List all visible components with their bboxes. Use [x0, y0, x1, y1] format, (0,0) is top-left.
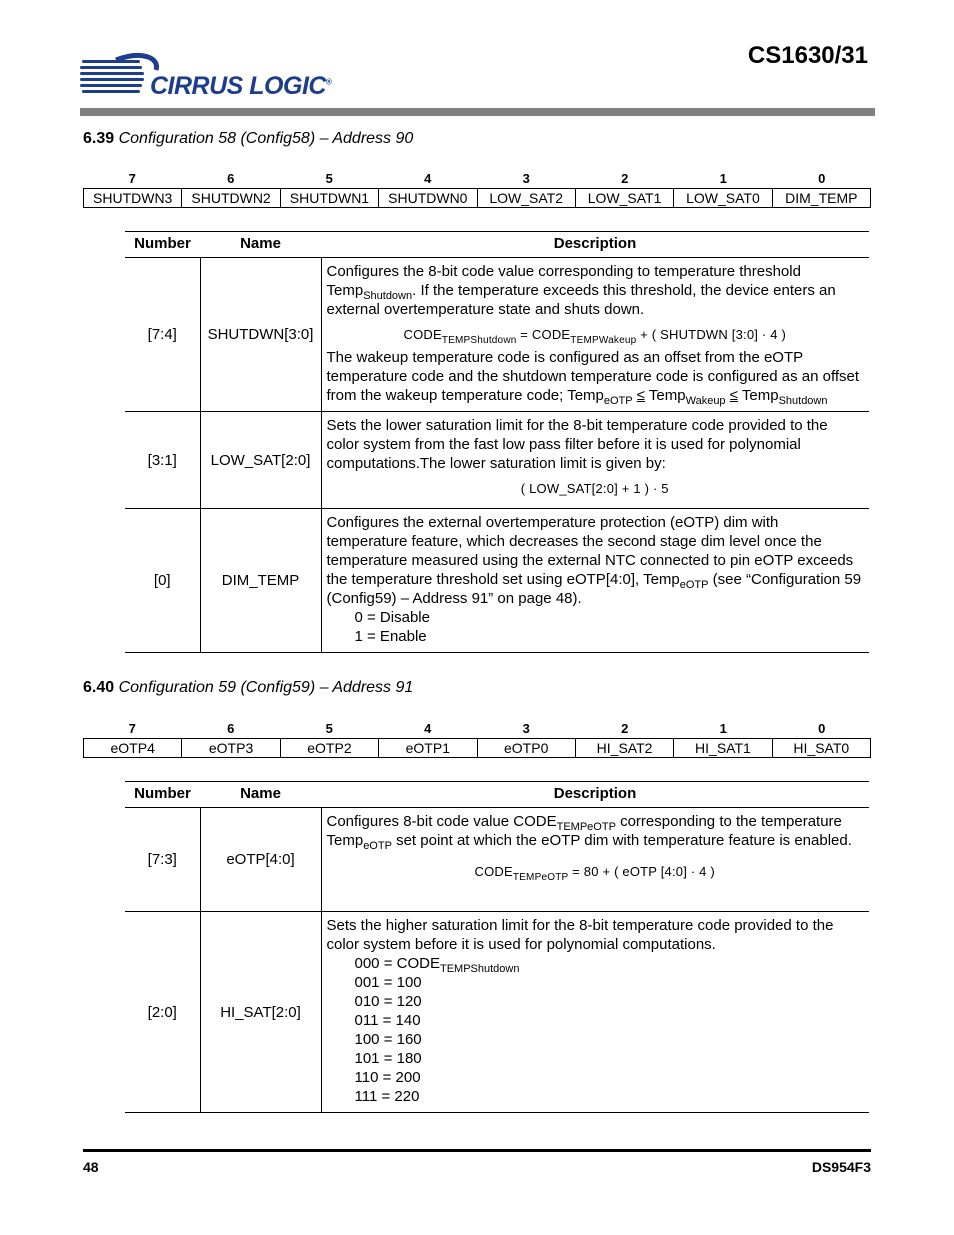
bit-field: HI_SAT1 [673, 739, 771, 757]
bit-number: 7 [128, 721, 136, 736]
table-header-row [125, 782, 869, 808]
column-header-description: Description [321, 782, 869, 808]
bit-field: eOTP2 [280, 739, 378, 757]
field-description: Configures the external overtemperature protection (eOTP) dim with temperature feature, which decreases the second stage dim level once the temperature measured using the external NTC connected to pin eOTP exceeds the temperature threshold set using eOTP[4:0], Temp$_{eOTP}$ (see “Configuration 59 (Config59) – Address 91” on page 48). 0 = Disable 1 = Enable [321, 509, 869, 653]
bit-number: 3 [522, 171, 530, 186]
table-row [125, 258, 869, 412]
field-number: [3:1] [125, 412, 200, 509]
bit-field: eOTP3 [181, 739, 279, 757]
bit-number: 4 [424, 721, 432, 736]
bit-field: LOW_SAT1 [575, 189, 673, 207]
bit-number: 2 [621, 721, 629, 736]
column-header-name: Name [200, 782, 321, 808]
page-number: 48 [83, 1159, 99, 1175]
register-bit-map [83, 738, 871, 758]
bit-field: HI_SAT2 [575, 739, 673, 757]
formula: $CODE_{TEMPShutdown}$ = $CODE_{TEMPWakeup}$ + ( SHUTDWN [3:0] · 4 ) [403, 327, 786, 346]
formula: $CODE_{TEMPeOTP} = 80$ + ( eOTP [4:0] · 4 ) [474, 864, 715, 883]
bit-number: 4 [424, 171, 432, 186]
bit-field: eOTP4 [110, 740, 155, 756]
document-title: CS1630/31 [747, 42, 868, 69]
section-6-40-title: 6.40 Configuration 59 (Config59) – Address 91 [83, 679, 414, 696]
field-number: [7:3] [125, 808, 200, 912]
field-description-table [125, 781, 869, 1113]
bit-number: 2 [621, 171, 629, 186]
bit-field: SHUTDWN1 [280, 189, 378, 207]
column-header-number: Number [125, 782, 200, 808]
column-header-number: Number [125, 232, 200, 258]
bit-number: 5 [325, 171, 333, 186]
list-item: 011 = 140 [354, 1012, 421, 1029]
bit-field: eOTP0 [477, 739, 575, 757]
list-item: 010 = 120 [354, 993, 422, 1010]
column-header-name: Name [200, 232, 321, 258]
bit-number: 3 [522, 721, 530, 736]
bit-number: 5 [325, 721, 333, 736]
bit-number: 0 [818, 171, 826, 186]
logo-wordmark: CIRRUS LOGIC® [150, 72, 332, 100]
bit-field: LOW_SAT0 [673, 189, 771, 207]
field-description-table [125, 231, 869, 653]
header-divider [80, 108, 875, 116]
field-name: SHUTDWN[3:0] [200, 258, 321, 412]
field-description: Sets the lower saturation limit for the 8-bit temperature code provided to the color system from the fast low pass filter before it is used for polynomial computations.The lower saturation limit is given by: ( LOW_SAT[2:0] + 1 ) · 5 [321, 412, 869, 509]
list-item: 110 = 200 [354, 1069, 421, 1086]
field-description: Sets the higher saturation limit for the 8-bit temperature code provided to the color system before it is used for polynomial computations. $000 = CODE_{TEMPShutdown}$ 001 = 100 010 = 120 011 = 140 100 = 160 101 = 180 110 = 200 111 = 220 [321, 912, 869, 1113]
bit-field: DIM_TEMP [772, 189, 870, 207]
register-bit-map [83, 188, 871, 208]
register-bit-numbers [83, 171, 871, 186]
section-6-39-title: 6.39 Configuration 58 (Config58) – Address 90 [83, 130, 414, 147]
formula: ( LOW_SAT[2:0] + 1 ) · 5 [520, 481, 669, 496]
field-number: [7:4] [125, 258, 200, 412]
bit-field: eOTP1 [378, 739, 476, 757]
bit-number: 7 [128, 171, 136, 186]
bit-field: HI_SAT0 [772, 739, 870, 757]
bit-number: 6 [227, 171, 235, 186]
bit-number: 1 [719, 721, 727, 736]
table-row [125, 412, 869, 509]
field-name: LOW_SAT[2:0] [200, 412, 321, 509]
bit-field: SHUTDWN0 [378, 189, 476, 207]
bit-field: SHUTDWN3 [93, 190, 173, 206]
field-name: HI_SAT[2:0] [200, 912, 321, 1113]
list-item: 111 = 220 [354, 1088, 420, 1105]
list-item: 001 = 100 [354, 974, 422, 991]
field-number: [2:0] [125, 912, 200, 1113]
bit-field: SHUTDWN2 [181, 189, 279, 207]
field-description: Configures the 8-bit code value corresponding to temperature threshold Temp$_{Shutdown}$. If the temperature exceeds this threshold, the device enters an external overtemperature state and shuts down. $CODE_{TEMPShutdown}$ = $CODE_{TEMPWakeup}$ + ( SHUTDWN [3:0] · 4 ) The wakeup temperature code is configured as an offset from the eOTP temperature code and the shutdown temperature code is configured as an offset from the wakeup temperature code; Temp$_{eOTP}$ ≤ Temp$_{Wakeup}$ ≤ Temp$_{Shutdown}$ [321, 258, 869, 412]
list-item: 100 = 160 [354, 1031, 422, 1048]
table-row [125, 509, 869, 653]
field-number: [0] [125, 509, 200, 653]
bit-number: 6 [227, 721, 235, 736]
field-name: eOTP[4:0] [200, 808, 321, 912]
bit-number: 0 [818, 721, 826, 736]
table-row [125, 808, 869, 912]
table-header-row [125, 232, 869, 258]
bit-field: LOW_SAT2 [477, 189, 575, 207]
footer-divider [83, 1149, 871, 1152]
list-item: 101 = 180 [354, 1050, 422, 1067]
field-description: Configures 8-bit code value $CODE_{TEMPeOTP}$ corresponding to the temperature Temp$_{eOTP}$ set point at which the eOTP dim with temperature feature is enabled. $CODE_{TEMPeOTP} = 80$ + ( eOTP [4:0] · 4 ) [321, 808, 869, 912]
register-bit-numbers [83, 721, 871, 736]
table-row [125, 912, 869, 1113]
field-name: DIM_TEMP [200, 509, 321, 653]
column-header-description: Description [321, 232, 869, 258]
bit-number: 1 [719, 171, 727, 186]
document-id: DS954F3 [811, 1159, 871, 1175]
